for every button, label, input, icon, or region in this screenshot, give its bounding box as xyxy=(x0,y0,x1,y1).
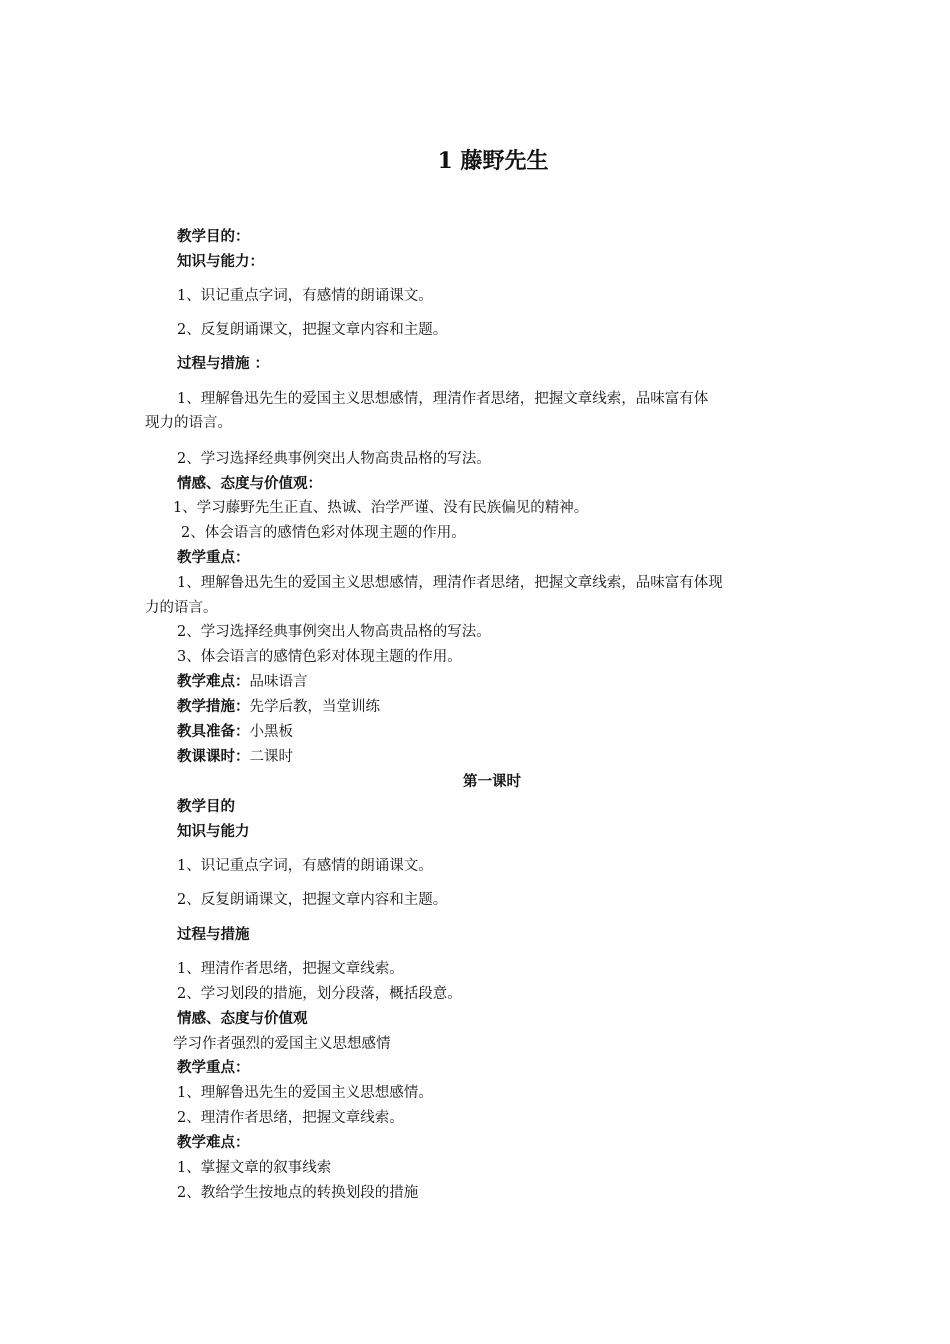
heading-teaching-goals: 教学目的： xyxy=(177,228,250,245)
lesson-difficulty-item: 1、掌握文章的叙事线索 xyxy=(177,1160,332,1176)
heading-key-points: 教学重点： xyxy=(177,549,250,566)
lesson-heading-key: 教学重点： xyxy=(177,1059,250,1076)
lesson-heading-goals: 教学目的 xyxy=(177,798,235,815)
lesson-heading-difficulty: 教学难点： xyxy=(177,1134,250,1151)
knowledge-item: 2、反复朗诵课文，把握文章内容和主题。 xyxy=(177,322,448,338)
key-item: 3、体会语言的感情色彩对体现主题的作用。 xyxy=(177,649,462,665)
method-value: 先学后教，当堂训练 xyxy=(249,699,380,715)
tools-value: 小黑板 xyxy=(249,724,293,740)
document-title: 1 藤野先生 xyxy=(437,148,549,174)
lesson-key-item: 1、理解鲁迅先生的爱国主义思想感情。 xyxy=(177,1085,433,1101)
knowledge-item: 1、识记重点字词，有感情的朗诵课文。 xyxy=(177,288,433,304)
heading-knowledge-ability: 知识与能力： xyxy=(177,253,264,270)
difficulty-label: 教学难点： xyxy=(177,673,250,690)
difficulty-row xyxy=(177,671,308,693)
emotion-item: 1、学习藤野先生正直、热诚、治学严谨、没有民族偏见的精神。 xyxy=(173,500,589,516)
tools-row xyxy=(177,721,293,743)
method-row xyxy=(177,696,380,718)
lesson-one-heading: 第一课时 xyxy=(463,773,521,790)
emotion-item: 2、体会语言的感情色彩对体现主题的作用。 xyxy=(181,525,466,541)
lesson-process-item: 2、学习划段的措施，划分段落，概括段意。 xyxy=(177,986,462,1002)
lesson-knowledge-item: 1、识记重点字词，有感情的朗诵课文。 xyxy=(177,858,433,874)
key-item-line: 力的语言。 xyxy=(145,600,218,616)
lesson-emotion-text: 学习作者强烈的爱国主义思想感情 xyxy=(173,1036,391,1052)
lesson-key-item: 2、理清作者思绪，把握文章线索。 xyxy=(177,1110,404,1126)
lesson-difficulty-item: 2、教给学生按地点的转换划段的措施 xyxy=(177,1185,419,1201)
heading-process-methods: 过程与措施 ： xyxy=(177,355,270,372)
heading-emotion-attitude: 情感、态度与价值观： xyxy=(177,475,322,492)
hours-value: 二课时 xyxy=(249,749,293,765)
difficulty-value: 品味语言 xyxy=(249,674,308,690)
lesson-heading-knowledge: 知识与能力 xyxy=(177,823,250,840)
lesson-process-item: 1、理清作者思绪，把握文章线索。 xyxy=(177,961,404,977)
tools-label: 教具准备： xyxy=(177,723,250,740)
lesson-heading-process: 过程与措施 xyxy=(177,926,250,943)
key-item: 2、学习选择经典事例突出人物高贵品格的写法。 xyxy=(177,624,491,640)
lesson-knowledge-item: 2、反复朗诵课文，把握文章内容和主题。 xyxy=(177,892,448,908)
lesson-heading-emotion: 情感、态度与价值观 xyxy=(177,1010,308,1027)
method-label: 教学措施： xyxy=(177,698,250,715)
process-item-line: 现力的语言。 xyxy=(145,415,232,431)
process-item-line: 1、理解鲁迅先生的爱国主义思想感情，理清作者思绪，把握文章线索，品味富有体 xyxy=(177,391,709,407)
hours-label: 教课课时： xyxy=(177,748,250,765)
hours-row xyxy=(177,746,293,768)
key-item-line: 1、理解鲁迅先生的爱国主义思想感情，理清作者思绪，把握文章线索，品味富有体现 xyxy=(177,575,723,591)
process-item: 2、学习选择经典事例突出人物高贵品格的写法。 xyxy=(177,451,491,467)
